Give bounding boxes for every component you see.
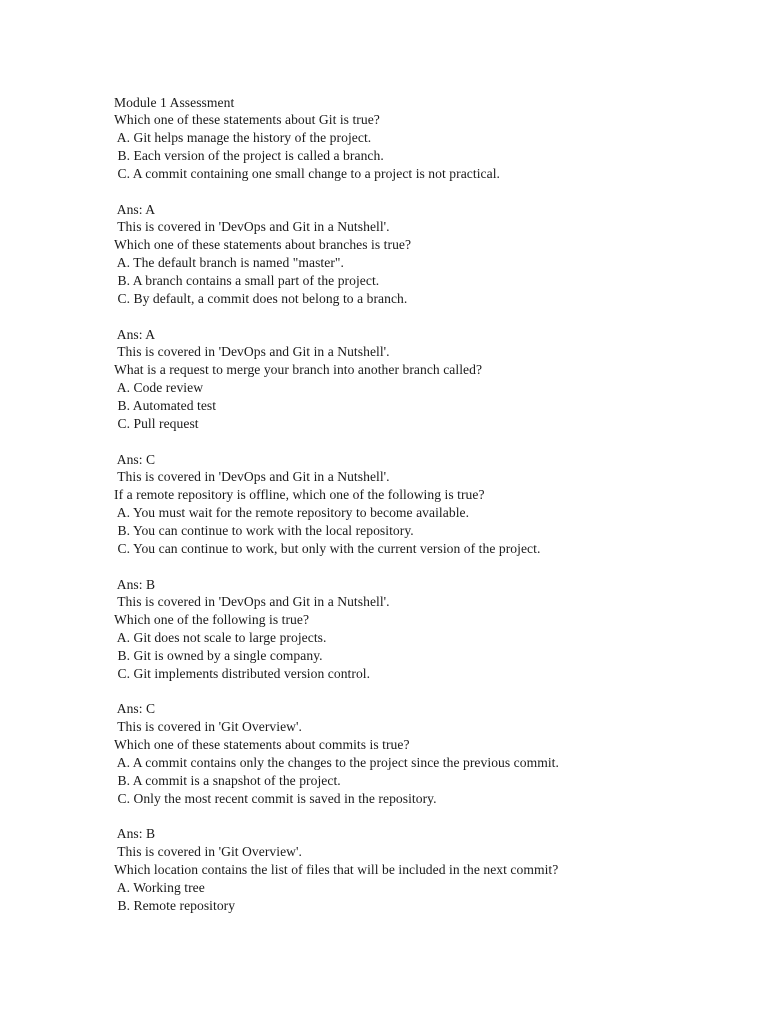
question-1-option-c: C. A commit containing one small change to a project is not practical.	[114, 166, 500, 181]
question-3-option-a: A. Code review	[114, 380, 204, 395]
question-7-option-b: B. Remote repository	[114, 898, 236, 913]
question-2-text: Which one of these statements about branches is true?	[114, 237, 412, 252]
question-4-option-a: A. You must wait for the remote repository to become available.	[114, 505, 470, 520]
question-2-option-c: C. By default, a commit does not belong to a branch.	[114, 291, 408, 306]
question-5-option-a: A. Git does not scale to large projects.	[114, 630, 327, 645]
question-5-text: Which one of the following is true?	[114, 612, 310, 627]
question-4-answer: Ans: B	[114, 577, 156, 592]
question-5-answer: Ans: C	[114, 701, 156, 716]
question-1-answer: Ans: A	[114, 202, 156, 217]
question-6-text: Which one of these statements about commits is true?	[114, 737, 410, 752]
question-4-option-b: B. You can continue to work with the local repository.	[114, 523, 414, 538]
question-3-option-c: C. Pull request	[114, 416, 199, 431]
question-3-option-b: B. Automated test	[114, 398, 217, 413]
question-6-option-b: B. A commit is a snapshot of the project.	[114, 773, 341, 788]
question-6-note: This is covered in 'Git Overview'.	[114, 844, 302, 859]
question-3-answer: Ans: C	[114, 452, 156, 467]
question-7-text: Which location contains the list of files that will be included in the next commit?	[114, 862, 559, 877]
question-1-option-b: B. Each version of the project is called a branch.	[114, 148, 384, 163]
question-1-text: Which one of these statements about Git is true?	[114, 112, 380, 127]
question-6-answer: Ans: B	[114, 826, 156, 841]
question-5-option-c: C. Git implements distributed version control.	[114, 666, 371, 681]
question-5-note: This is covered in 'Git Overview'.	[114, 719, 302, 734]
question-2-answer: Ans: A	[114, 327, 156, 342]
question-2-option-a: A. The default branch is named "master".	[114, 255, 344, 270]
question-3-note: This is covered in 'DevOps and Git in a Nutshell'.	[114, 469, 390, 484]
question-1-option-a: A. Git helps manage the history of the project.	[114, 130, 372, 145]
question-6-option-c: C. Only the most recent commit is saved in the repository.	[114, 791, 437, 806]
question-2-option-b: B. A branch contains a small part of the project.	[114, 273, 380, 288]
question-3-text: What is a request to merge your branch into another branch called?	[114, 362, 483, 377]
document-title: Module 1 Assessment	[114, 95, 235, 110]
question-1-note: This is covered in 'DevOps and Git in a Nutshell'.	[114, 219, 390, 234]
question-6-option-a: A. A commit contains only the changes to the project since the previous commit.	[114, 755, 559, 770]
question-7-option-a: A. Working tree	[114, 880, 205, 895]
question-4-note: This is covered in 'DevOps and Git in a Nutshell'.	[114, 594, 390, 609]
question-5-option-b: B. Git is owned by a single company.	[114, 648, 323, 663]
question-4-text: If a remote repository is offline, which one of the following is true?	[114, 487, 485, 502]
question-2-note: This is covered in 'DevOps and Git in a Nutshell'.	[114, 344, 390, 359]
question-4-option-c: C. You can continue to work, but only with the current version of the project.	[114, 541, 541, 556]
